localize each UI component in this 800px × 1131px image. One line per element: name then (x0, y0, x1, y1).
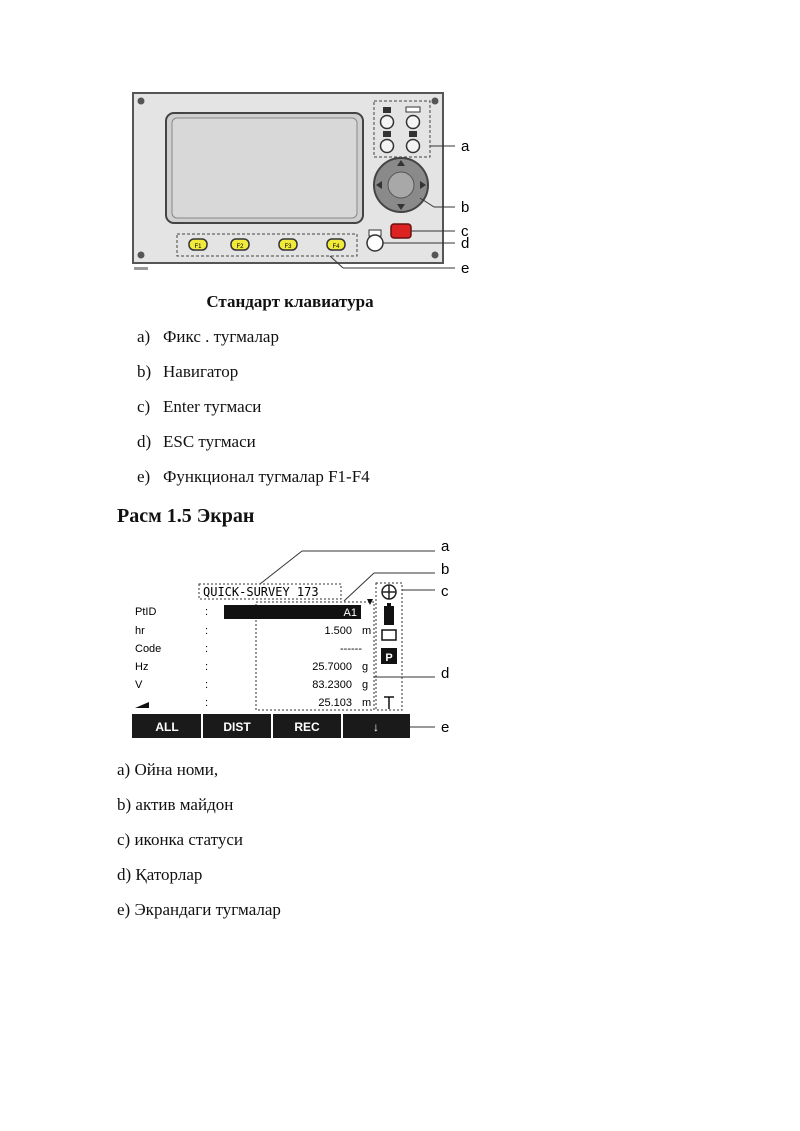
row-value: 25.7000 (312, 661, 352, 673)
row-sep: : (205, 661, 209, 673)
row-value: 83.2300 (312, 679, 352, 691)
status-p: P (385, 652, 393, 664)
list-text: Enter тугмаси (163, 397, 262, 416)
row-sep: : (205, 697, 209, 709)
fkey-label: F3 (284, 244, 292, 250)
fixed-key (381, 140, 394, 153)
callout-a: a (461, 138, 470, 155)
list-item (137, 362, 238, 382)
softkey-rec: REC (294, 720, 320, 734)
callout-e: e (461, 260, 470, 277)
row-sep: : (205, 625, 209, 637)
row-label: hr (135, 625, 145, 637)
list-text: Функционал тугмалар F1-F4 (163, 467, 370, 486)
row-label: PtID (135, 606, 157, 618)
keyboard-caption: Стандарт клавиатура (206, 292, 374, 311)
screen-list-item: b) актив майдон (117, 795, 234, 814)
list-item (137, 467, 370, 487)
screen-title: QUICK-SURVEY 173 (203, 585, 319, 599)
memory-icon (382, 630, 396, 640)
row-value: ------ (340, 643, 362, 655)
screen-list-item: c) иконка статуси (117, 830, 243, 849)
scroll-triangle (135, 702, 149, 708)
callout-d: d (461, 235, 470, 252)
fixed-key (407, 140, 420, 153)
screw (432, 98, 439, 105)
row-sep: : (205, 643, 209, 655)
list-marker: e) (137, 467, 151, 486)
callout-c: c (461, 223, 469, 240)
fkey-label: F2 (236, 244, 244, 250)
list-item (137, 397, 261, 417)
row-value: 25.103 (318, 697, 352, 709)
screen-list-item: d) Қаторлар (117, 865, 203, 884)
esc-key (367, 235, 383, 251)
battery-icon (384, 606, 394, 625)
list-marker: d) (137, 432, 152, 451)
screw (138, 98, 145, 105)
callout-b: b (461, 199, 470, 216)
screen-callout-e: e (441, 719, 450, 736)
screw (432, 252, 439, 259)
screen-callout-b: b (441, 561, 450, 578)
screen-callout-c: c (441, 583, 449, 600)
softkey-down: ↓ (373, 720, 379, 734)
screen-callout-d: d (441, 665, 450, 682)
screen-list-item: a) Ойна номи, (117, 760, 219, 779)
list-text: Навигатор (163, 362, 239, 381)
screen-callout-a: a (441, 538, 450, 555)
active-field (224, 605, 361, 619)
row-unit: g (362, 679, 369, 691)
row-sep: : (205, 679, 209, 691)
row-value: 1.500 (324, 625, 352, 637)
row-label: V (135, 679, 143, 691)
status-column (376, 583, 402, 710)
softkey-all: ALL (155, 720, 179, 734)
screen-list-item: e) Экрандаги тугмалар (117, 900, 281, 919)
list-text: ESC тугмаси (163, 432, 256, 451)
list-marker: a) (137, 327, 151, 346)
list-marker: b) (137, 362, 152, 381)
screen-heading: Расм 1.5 Экран (117, 505, 255, 527)
fixed-key (381, 116, 394, 129)
row-unit: m (362, 625, 372, 637)
list-item (137, 432, 256, 452)
row-label: Hz (135, 661, 149, 673)
list-marker: c) (137, 397, 151, 416)
fixed-key (407, 116, 420, 129)
row-unit: g (362, 661, 369, 673)
row-label: Code (135, 643, 162, 655)
row-unit: m (362, 697, 372, 709)
screw (138, 252, 145, 259)
list-text: Фикс . тугмалар (163, 327, 279, 346)
softkey-dist: DIST (223, 720, 251, 734)
enter-key (391, 224, 411, 238)
list-item (137, 327, 279, 347)
fkey-label: F4 (332, 244, 340, 250)
row-value: A1 (343, 607, 357, 619)
fkey-label: F1 (194, 244, 202, 250)
row-sep: : (205, 606, 209, 618)
